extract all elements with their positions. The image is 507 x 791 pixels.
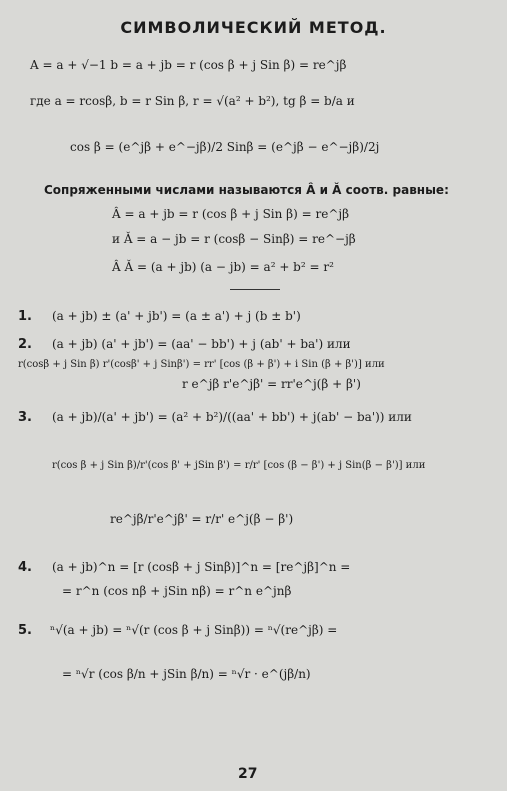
item-number-2: 2. xyxy=(18,337,32,352)
page-number: 27 xyxy=(238,766,258,782)
formula-root: ⁿ√(a + jb) = ⁿ√(r (cos β + j Sinβ)) = ⁿ√(re^jβ) = xyxy=(50,623,338,637)
formula-multiplication: (a + jb) (a' + jb') = (aa' − bb') + j (ab' + ba') или xyxy=(52,337,351,351)
formula-division-exp: re^jβ/r'e^jβ' = r/r' e^j(β − β') xyxy=(110,512,294,526)
conjugate-a-check: и Ǎ = a − jb = r (cosβ − Sinβ) = re^−jβ xyxy=(112,232,356,246)
formula-multiplication-exp: r e^jβ r'e^jβ' = rr'e^j(β + β') xyxy=(182,377,361,391)
item-number-5: 5. xyxy=(18,623,32,638)
item-number-4: 4. xyxy=(18,560,32,575)
page-title: СИМВОЛИЧЕСКИЙ МЕТОД. xyxy=(120,18,387,37)
formula-addition: (a + jb) ± (a' + jb') = (a ± a') + j (b ± b') xyxy=(52,309,301,323)
formula-euler: cos β = (e^jβ + e^−jβ)/2 Sinβ = (e^jβ − e^−jβ)/2j xyxy=(70,140,380,154)
formula-definition: A = a + √−1 b = a + jb = r (cos β + j Sin β) = re^jβ xyxy=(30,58,347,72)
formula-components: где a = rcosβ, b = r Sin β, r = √(a² + b²), tg β = b/a и xyxy=(30,94,355,108)
formula-root-result: = ⁿ√r (cos β/n + jSin β/n) = ⁿ√r · e^(jβ/n) xyxy=(62,667,311,681)
conjugate-a-hat: Â = a + jb = r (cos β + j Sin β) = re^jβ xyxy=(112,207,350,221)
formula-division-trig: r(cos β + j Sin β)/r'(cos β' + jSin β') = r/r' [cos (β − β') + j Sin(β − β')] или xyxy=(52,460,426,471)
formula-division: (a + jb)/(a' + jb') = (a² + b²)/((aa' + bb') + j(ab' − ba')) или xyxy=(52,410,412,424)
item-number-1: 1. xyxy=(18,309,32,324)
conjugate-product: Â Ǎ = (a + jb) (a − jb) = a² + b² = r² xyxy=(112,260,334,274)
item-number-3: 3. xyxy=(18,410,32,425)
formula-power: (a + jb)^n = [r (cosβ + j Sinβ)]^n = [re^jβ]^n = xyxy=(52,560,351,574)
section-divider xyxy=(230,289,280,290)
formula-power-result: = r^n (cos nβ + jSin nβ) = r^n e^jnβ xyxy=(62,584,292,598)
formula-multiplication-trig: r(cosβ + j Sin β) r'(cosβ' + j Sinβ') = rr' [cos (β + β') + i Sin (β + β')] или xyxy=(18,359,385,370)
conjugate-heading: Сопряженными числами называются Â и Ǎ соотв. равные: xyxy=(44,183,449,197)
